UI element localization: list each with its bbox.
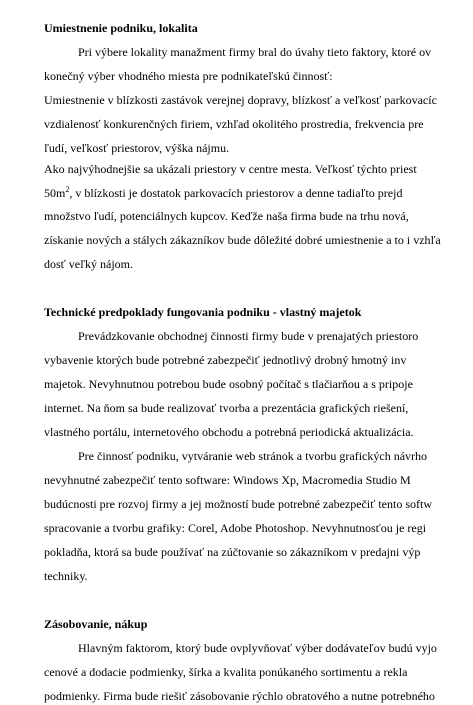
paragraph-line: dosť veľký nájom. — [44, 257, 133, 271]
paragraph-line: získanie nových a stálych zákazníkov bude dôležité dobré umiestnenie a to i vzhľa — [44, 233, 441, 247]
paragraph-line: podmienky. Firma bude riešiť zásobovanie rýchlo obratového a nutne potrebného — [44, 689, 435, 703]
paragraph-line: Pri výbere lokality manažment firmy bral do úvahy tieto faktory, ktoré ov — [78, 45, 432, 59]
paragraph-line: cenové a dodacie podmienky, šírka a kvalita ponúkaného sortimentu a rekla — [44, 665, 408, 679]
paragraph-line — [44, 186, 402, 200]
paragraph-line: Ako najvýhodnejšie sa ukázali priestory v centre mesta. Veľkosť týchto priest — [44, 162, 417, 176]
paragraph-line: spracovanie a tvorbu grafiky: Corel, Adobe Photoshop. Nevyhnutnosťou je regi — [44, 521, 427, 535]
area-exponent: 2 — [65, 185, 70, 194]
area-value: 50m — [44, 186, 66, 200]
paragraph-line: Umiestnenie v blízkosti zastávok verejnej dopravy, blízkosť a veľkosť parkovacíc — [44, 93, 437, 107]
paragraph-line: konečný výber vhodného miesta pre podnikateľskú činnosť: — [44, 69, 333, 83]
section-heading-technical: Technické predpoklady fungovania podniku - vlastný majetok — [44, 305, 362, 319]
paragraph-line: budúcnosti pre rozvoj firmy a jej možností bude potrebné zabezpečiť tento softw — [44, 497, 433, 511]
paragraph-line: množstvo ľudí, potenciálnych kupcov. Keďže naša firma bude na trhu nová, — [44, 209, 409, 223]
paragraph-line: vzdialenosť konkurenčných firiem, vzhľad okolitého prostredia, frekvencia pre — [44, 117, 424, 131]
paragraph-line: techniky. — [44, 569, 88, 583]
paragraph-line: vlastného portálu, internetového obchodu a potrebná periodická aktualizácia. — [44, 425, 414, 439]
section-heading-location: Umiestnenie podniku, lokalita — [44, 21, 198, 35]
section-heading-supply: Zásobovanie, nákup — [44, 617, 148, 631]
paragraph-line: Hlavným faktorom, ktorý bude ovplyvňovať výber dodávateľov budú vyjo — [78, 641, 437, 655]
paragraph-line: vybavenie ktorých bude potrebné zabezpečiť jednotlivý drobný hmotný inv — [44, 353, 407, 367]
paragraph-line: ľudí, veľkosť priestorov, výška nájmu. — [44, 141, 230, 155]
paragraph-line: pokladňa, ktorá sa bude používať na zúčtovanie so zákazníkom v predajni výp — [44, 545, 421, 559]
paragraph-line: Pre činnosť podniku, vytváranie web stránok a tvorbu grafických návrho — [78, 449, 428, 463]
paragraph-line: majetok. Nevyhnutnou potrebou bude osobný počítač s tlačiarňou a s pripoje — [44, 377, 413, 391]
paragraph-line: internet. Na ňom sa bude realizovať tvorba a prezentácia grafických riešení, — [44, 401, 409, 415]
paragraph-line: nevyhnutné zabezpečiť tento software: Windows Xp, Macromedia Studio M — [44, 473, 411, 487]
paragraph-line-rest: , v blízkosti je dostatok parkovacích priestorov a denne tadiaľto prejd — [69, 186, 403, 200]
paragraph-line: Prevádzkovanie obchodnej činnosti firmy bude v prenajatých priestoro — [78, 329, 419, 343]
